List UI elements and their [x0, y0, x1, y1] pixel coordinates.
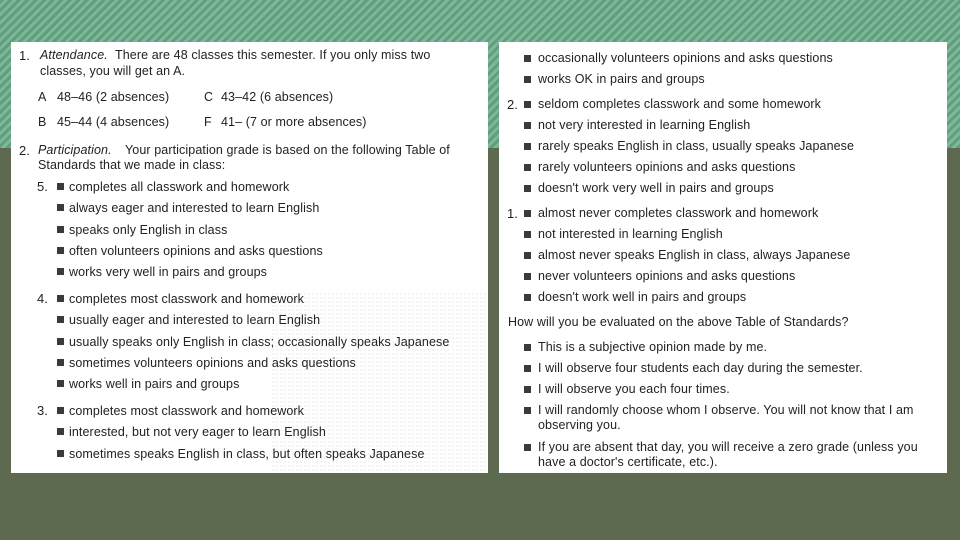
grade-range: 41– (7 or more absences)	[221, 115, 367, 129]
standard-item: sometimes volunteers opinions and asks questions	[69, 356, 356, 370]
item-number: 1.	[19, 48, 30, 63]
bullet-icon	[57, 428, 64, 435]
bullet-icon	[57, 183, 64, 190]
bullet-icon	[524, 273, 531, 280]
evaluation-question: How will you be evaluated on the above Table of Standards?	[508, 315, 849, 329]
bullet-icon	[524, 55, 531, 62]
bullet-icon	[57, 295, 64, 302]
bullet-icon	[524, 231, 531, 238]
bullet-icon	[57, 407, 64, 414]
standard-item: doesn't work very well in pairs and groups	[538, 181, 774, 195]
bullet-icon	[57, 380, 64, 387]
grade-range: 43–42 (6 absences)	[221, 90, 334, 104]
standard-item: not interested in learning English	[538, 227, 723, 241]
standard-item: works well in pairs and groups	[69, 377, 240, 391]
bullet-icon	[524, 252, 531, 259]
evaluation-answer: I will observe you each four times.	[538, 382, 730, 396]
evaluation-answer: I will observe four students each day during the semester.	[538, 361, 863, 375]
evaluation-answer: I will randomly choose whom I observe. You will not know that I am	[538, 403, 914, 417]
standard-item: usually speaks only English in class; occasionally speaks Japanese	[69, 335, 450, 349]
standard-item: rarely speaks English in class, usually speaks Japanese	[538, 139, 855, 153]
bullet-icon	[57, 359, 64, 366]
bullet-icon	[57, 226, 64, 233]
standard-item: works OK in pairs and groups	[538, 72, 705, 86]
bullet-icon	[524, 407, 531, 414]
grade-letter: F	[204, 115, 212, 129]
bullet-icon	[57, 316, 64, 323]
standard-item: seldom completes classwork and some homework	[538, 97, 821, 111]
bullet-icon	[57, 450, 64, 457]
participation-text-line: Your participation grade is based on the following Table of	[125, 143, 450, 157]
right-document-page	[499, 42, 947, 473]
bullet-icon	[57, 204, 64, 211]
bullet-icon	[524, 101, 531, 108]
attendance-text-line: There are 48 classes this semester. If you only miss two	[115, 48, 431, 62]
bullet-icon	[524, 386, 531, 393]
bullet-icon	[57, 338, 64, 345]
standard-item: often volunteers opinions and asks questions	[69, 244, 323, 258]
bullet-icon	[524, 185, 531, 192]
bullet-icon	[524, 76, 531, 83]
standard-item: sometimes speaks English in class, but often speaks Japanese	[69, 447, 425, 461]
grade-letter: C	[204, 90, 214, 104]
bullet-icon	[524, 444, 531, 451]
evaluation-answer: If you are absent that day, you will receive a zero grade (unless you	[538, 440, 918, 454]
standard-item: completes most classwork and homework	[69, 404, 305, 418]
standard-item: almost never completes classwork and homework	[538, 206, 819, 220]
standard-item: occasionally volunteers opinions and asks questions	[538, 51, 833, 65]
grade-range: 45–44 (4 absences)	[57, 115, 170, 129]
standard-item: completes most classwork and homework	[69, 292, 305, 306]
standard-item: not very interested in learning English	[538, 118, 751, 132]
bullet-icon	[524, 365, 531, 372]
bullet-icon	[524, 210, 531, 217]
level-score: 2.	[507, 97, 518, 112]
participation-heading: Participation.	[38, 143, 112, 157]
standard-item: usually eager and interested to learn English	[69, 313, 321, 327]
standard-item: doesn't work well in pairs and groups	[538, 290, 747, 304]
level-score: 3.	[37, 403, 48, 418]
standard-item: never volunteers opinions and asks questions	[538, 269, 796, 283]
bullet-icon	[57, 247, 64, 254]
grade-letter: B	[38, 115, 47, 129]
bullet-icon	[524, 143, 531, 150]
bullet-icon	[524, 344, 531, 351]
standard-item: interested, but not very eager to learn English	[69, 425, 326, 439]
bullet-icon	[57, 268, 64, 275]
bullet-icon	[524, 122, 531, 129]
left-document-page	[11, 42, 488, 473]
standard-item: always eager and interested to learn English	[69, 201, 320, 215]
level-score: 5.	[37, 179, 48, 194]
grade-range: 48–46 (2 absences)	[57, 90, 170, 104]
standard-item: speaks only English in class	[69, 223, 228, 237]
bullet-icon	[524, 294, 531, 301]
standard-item: almost never speaks English in class, always Japanese	[538, 248, 851, 262]
bullet-icon	[524, 164, 531, 171]
evaluation-answer: observing you.	[538, 418, 621, 432]
level-score: 4.	[37, 291, 48, 306]
standard-item: completes all classwork and homework	[69, 180, 290, 194]
evaluation-answer: This is a subjective opinion made by me.	[538, 340, 768, 354]
attendance-text-line: classes, you will get an A.	[40, 64, 186, 78]
attendance-heading: Attendance.	[40, 48, 108, 62]
standard-item: works very well in pairs and groups	[69, 265, 268, 279]
level-score: 1.	[507, 206, 518, 221]
standard-item: rarely volunteers opinions and asks questions	[538, 160, 796, 174]
grade-letter: A	[38, 90, 47, 104]
evaluation-answer: have a doctor's certificate, etc.).	[538, 455, 718, 469]
item-number: 2.	[19, 143, 30, 158]
participation-text-line: Standards that we made in class:	[38, 158, 226, 172]
